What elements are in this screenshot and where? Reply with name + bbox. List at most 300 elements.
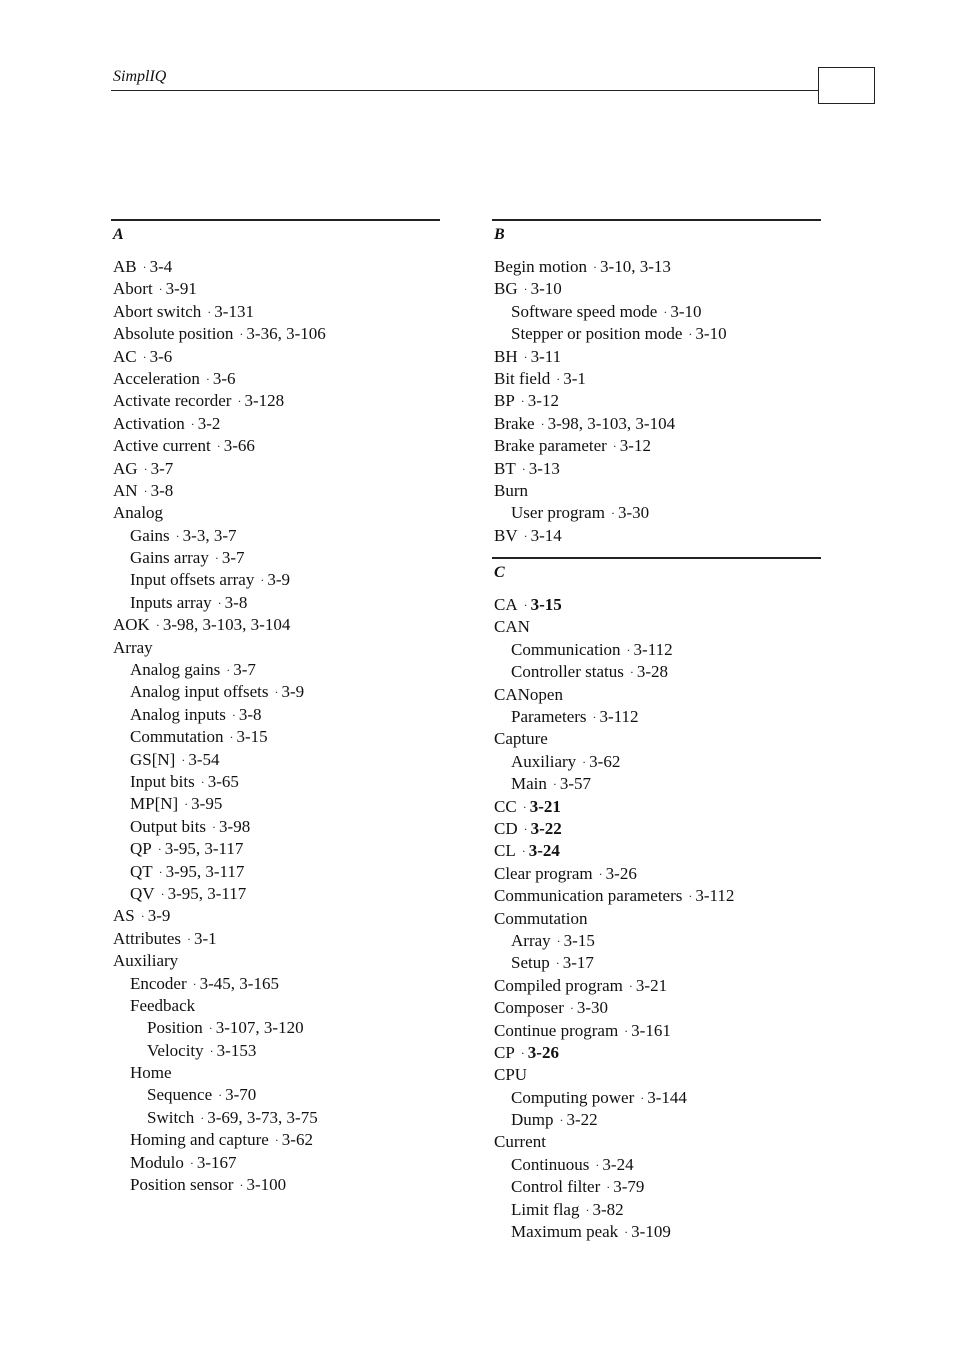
index-term: Dump [511,1110,554,1130]
index-separator: · [555,956,560,971]
index-page-ref: 3-2 [197,413,221,433]
index-separator: · [239,1178,244,1193]
index-term: Analog [113,503,164,523]
index-page-ref: 3-15 [563,930,595,950]
index-term: CP [494,1042,515,1062]
index-term: CANopen [494,684,563,704]
index-entry [492,616,821,638]
index-separator: · [582,754,587,769]
index-page-ref: 3-153 [216,1040,257,1060]
index-term: Attributes [113,928,181,948]
index-page-ref: 3-62 [281,1130,313,1150]
index-entry [492,1042,821,1064]
index-term: CL [494,841,516,861]
index-entry [111,749,440,771]
index-page-ref: 3-10 [530,279,562,299]
index-term: Commutation [494,908,588,928]
index-entry [111,905,440,927]
index-separator: · [140,909,145,924]
index-page-ref: 3-17 [562,953,594,973]
index-separator: · [585,1202,590,1217]
header-rule [111,90,819,91]
index-page-ref: 3-30 [576,998,609,1018]
index-term: Main [511,774,547,794]
index-term: Feedback [130,995,196,1015]
index-page-ref: 3-15 [530,595,562,615]
index-term: Velocity [147,1040,204,1060]
index-entry [111,256,440,278]
index-entry [492,480,821,502]
index-entry [492,323,821,345]
index-separator: · [688,327,693,342]
index-entry [111,726,440,748]
index-entry [492,706,821,728]
index-page-ref: 3-1 [194,928,217,948]
index-page-ref: 3-95, 3-117 [164,839,244,859]
index-page-ref: 3-9 [267,570,290,590]
index-page-ref: 3-98, 3-103, 3-104 [162,615,291,635]
index-page-ref: 3-10 [670,301,702,321]
index-page-ref: 3-6 [212,368,236,388]
index-term: Gains array [130,548,209,568]
index-separator: · [540,416,545,431]
index-term: Setup [511,953,550,973]
index-term: BG [494,279,518,299]
index-separator: · [612,439,617,454]
index-page-ref: 3-95 [191,794,223,814]
index-separator: · [200,774,205,789]
index-entry [111,883,440,905]
index-page-ref: 3-30 [617,503,650,523]
index-term: AC [113,346,137,366]
index-term: Limit flag [511,1199,580,1219]
index-term: Bit field [494,368,551,388]
index-page-ref: 3-100 [246,1175,287,1195]
index-page-ref: 3-112 [695,886,735,906]
index-entry [492,525,821,547]
index-entry [111,346,440,368]
index-page-ref: 3-66 [223,436,255,456]
index-separator: · [520,394,525,409]
index-entry [492,661,821,683]
index-separator: · [231,707,236,722]
index-page-ref: 3-10 [695,324,727,344]
index-term: BV [494,525,518,545]
index-term: BT [494,458,516,478]
index-page-ref: 3-109 [631,1222,671,1242]
index-separator: · [522,799,527,814]
index-separator: · [190,416,195,431]
index-page-ref: 3-21 [635,975,668,995]
index-separator: · [158,864,163,879]
index-page-ref: 3-26 [605,863,637,883]
index-separator: · [175,528,180,543]
index-term: Continuous [511,1154,590,1174]
index-separator: · [520,1045,525,1060]
index-term: GS[N] [130,749,176,769]
index-separator: · [569,1001,574,1016]
index-page-ref: 3-10, 3-13 [600,257,671,276]
index-entry [111,458,440,480]
index-entry [111,278,440,300]
index-term: BP [494,391,515,411]
index-term: BH [494,346,518,366]
index-separator: · [593,260,598,274]
index-term: Stepper or position mode [511,324,683,344]
section-letter: B [494,226,505,243]
index-entry [111,793,440,815]
index-separator: · [181,752,186,767]
index-entry [492,997,821,1019]
index-term: AOK [113,615,150,635]
index-separator: · [559,1113,564,1128]
index-page-ref: 3-36, 3-106 [246,324,326,344]
index-separator: · [556,933,561,948]
index-entry [492,594,821,616]
index-entry [492,952,821,974]
index-entry [111,838,440,860]
index-separator: · [155,618,160,633]
index-separator: · [629,665,634,680]
index-entry [492,346,821,368]
index-term: Position [147,1018,203,1038]
index-entry [111,659,440,681]
index-page-ref: 3-6 [149,346,173,366]
index-separator: · [598,866,603,881]
index-term: AN [113,480,138,500]
index-entry [492,684,821,706]
index-page-ref: 3-144 [647,1087,687,1107]
index-separator: · [143,483,148,498]
index-entry [111,816,440,838]
index-column-left [111,219,440,1196]
index-term: QT [130,861,153,881]
index-column-right [492,219,821,1243]
index-entry [492,301,821,323]
index-term: Auxiliary [113,951,179,971]
index-section [492,219,821,547]
index-entry [111,637,440,659]
index-entry [111,368,440,390]
index-term: CAN [494,617,530,637]
index-separator: · [640,1090,645,1105]
index-page-ref: 3-22 [566,1110,598,1130]
index-page-ref: 3-70 [225,1085,257,1105]
index-entry [492,1131,821,1153]
index-entry [111,1062,440,1084]
index-section [492,557,821,1243]
index-entry [492,1109,821,1131]
index-entry [111,592,440,614]
index-page-ref: 3-24 [602,1154,634,1174]
index-separator: · [521,844,526,859]
index-page-ref: 3-45, 3-165 [199,973,279,993]
index-separator: · [143,461,148,476]
index-page-ref: 3-128 [244,391,285,411]
index-term: Capture [494,729,548,749]
index-separator: · [624,1225,629,1240]
index-term: Absolute position [113,324,234,344]
index-term: Homing and capture [130,1130,269,1150]
index-page-ref: 3-95, 3-117 [167,883,247,903]
index-entry [492,1064,821,1086]
index-page-ref: 3-112 [599,707,639,727]
index-entry [111,1152,440,1174]
index-separator: · [192,976,197,991]
index-separator: · [207,304,212,319]
index-entry [492,256,821,278]
index-separator: · [552,777,557,792]
index-entry [111,1017,440,1039]
index-page-ref: 3-28 [636,662,669,682]
index-term: Compiled program [494,975,623,995]
index-entry [492,840,821,862]
index-page-ref: 3-26 [527,1042,559,1062]
index-separator: · [260,573,265,588]
index-entry [111,950,440,972]
index-entry [492,975,821,997]
index-separator: · [606,1180,611,1195]
index-entry [492,1176,821,1198]
index-separator: · [218,1088,223,1103]
index-term: Abort switch [113,301,202,321]
index-separator: · [142,349,147,364]
index-separator: · [595,1157,600,1172]
index-entry [492,458,821,480]
index-entry [111,704,440,726]
index-separator: · [212,819,217,834]
index-term: CA [494,595,518,615]
index-term: Modulo [130,1152,184,1172]
index-page-ref: 3-161 [631,1020,671,1040]
index-separator: · [160,886,165,901]
index-term: Analog input offsets [130,682,269,702]
index-entry [492,908,821,930]
index-page-ref: 3-91 [165,279,197,299]
index-page-ref: 3-7 [233,660,256,680]
index-term: Input bits [130,771,195,791]
page-header-title: SimplIQ [113,68,167,85]
section-letter: A [113,226,124,243]
index-entry [111,1084,440,1106]
index-page-ref: 3-4 [149,257,173,276]
index-page-ref: 3-7 [150,458,174,478]
index-separator: · [239,327,244,342]
index-entry [492,413,821,435]
index-page-ref: 3-9 [147,906,171,926]
index-page-ref: 3-107, 3-120 [215,1018,304,1038]
index-term: Position sensor [130,1175,234,1195]
index-page-ref: 3-3, 3-7 [182,525,237,545]
index-separator: · [624,1023,629,1038]
index-separator: · [237,394,242,409]
index-separator: · [189,1155,194,1170]
index-term: Abort [113,279,153,299]
index-term: AG [113,458,138,478]
index-entry [111,1129,440,1151]
index-separator: · [523,598,528,613]
index-entry [111,390,440,412]
index-term: Analog inputs [130,704,226,724]
index-page-ref: 3-167 [196,1152,237,1172]
index-page-ref: 3-98, 3-103, 3-104 [547,413,676,433]
index-separator: · [688,889,693,904]
index-entry [111,1107,440,1129]
index-term: CD [494,818,518,838]
index-page-ref: 3-54 [188,749,220,769]
index-entry [492,502,821,524]
index-term: Activation [113,413,185,433]
index-term: Acceleration [113,368,200,388]
index-entry [111,995,440,1017]
index-term: Maximum peak [511,1222,619,1242]
index-separator: · [216,439,221,454]
index-term: AS [113,906,135,926]
index-entry [111,928,440,950]
index-page-ref: 3-57 [559,774,592,794]
index-term: Brake parameter [494,436,607,456]
index-entry [111,480,440,502]
index-term: Analog gains [130,660,221,680]
index-term: Burn [494,480,528,500]
index-term: AB [113,257,137,276]
index-page-ref: 3-9 [281,682,305,702]
index-page-ref: 3-24 [528,841,560,861]
index-separator: · [610,506,615,521]
index-separator: · [229,730,234,745]
index-entry [111,681,440,703]
index-term: Commutation [130,727,224,747]
index-term: Controller status [511,662,624,682]
index-entry [492,435,821,457]
index-entry [492,1020,821,1042]
index-entry [492,1221,821,1243]
index-term: Software speed mode [511,301,658,321]
index-term: Brake [494,413,535,433]
index-page-ref: 3-65 [207,771,239,791]
index-separator: · [184,797,189,812]
index-page-ref: 3-21 [529,796,561,816]
index-separator: · [217,595,222,610]
index-separator: · [214,551,219,566]
index-entry [492,639,821,661]
index-separator: · [274,685,279,700]
index-page-ref: 3-95, 3-117 [165,861,245,881]
index-term: MP[N] [130,794,179,814]
index-term: Active current [113,436,211,456]
index-entry [111,413,440,435]
index-term: Auxiliary [511,751,577,771]
section-letter: C [494,564,505,582]
index-page-ref: 3-13 [528,458,560,478]
index-entry [111,771,440,793]
index-page-ref: 3-98 [219,816,251,836]
index-page-ref: 3-1 [563,368,586,388]
index-page-ref: 3-15 [236,727,268,747]
index-entry [111,547,440,569]
index-separator: · [142,260,147,274]
index-separator: · [205,371,210,386]
index-term: Composer [494,998,564,1018]
index-entry [111,569,440,591]
index-page-ref: 3-11 [530,346,562,366]
index-separator: · [523,282,528,297]
index-entry [111,502,440,524]
index-entry [492,278,821,300]
index-separator: · [523,528,528,543]
index-entry [492,930,821,952]
index-page-ref: 3-12 [619,436,651,456]
index-term: Array [511,930,551,950]
index-term: Gains [130,525,170,545]
index-term: Computing power [511,1087,635,1107]
index-separator: · [626,642,631,657]
index-term: Control filter [511,1177,601,1197]
index-term: Continue program [494,1020,619,1040]
page-number-box [818,67,875,104]
index-term: Parameters [511,707,587,727]
index-separator: · [157,842,162,857]
index-term: Clear program [494,863,593,883]
index-entry [111,323,440,345]
index-separator: · [226,663,231,678]
index-page-ref: 3-79 [613,1177,645,1197]
index-term: CC [494,796,517,816]
index-entry [111,1040,440,1062]
index-term: CPU [494,1065,528,1085]
index-term: Communication [511,639,621,659]
index-page-ref: 3-22 [530,818,562,838]
index-entry [492,1154,821,1176]
index-separator: · [521,461,526,476]
index-entry [492,818,821,840]
index-page-ref: 3-69, 3-73, 3-75 [207,1107,318,1127]
index-separator: · [556,371,561,386]
index-entry [492,390,821,412]
index-entry [111,301,440,323]
index-entry [492,773,821,795]
index-separator: · [274,1133,279,1148]
index-page-ref: 3-112 [633,639,673,659]
index-entry [111,973,440,995]
index-entry [492,796,821,818]
index-entry [111,614,440,636]
index-page-ref: 3-8 [238,704,262,724]
index-entry [111,435,440,457]
index-term: QV [130,883,155,903]
index-term: Begin motion [494,257,588,276]
index-term: Inputs array [130,592,212,612]
index-page-ref: 3-8 [224,592,248,612]
index-entry [111,861,440,883]
index-entry [492,368,821,390]
index-term: Input offsets array [130,570,255,590]
index-page-ref: 3-12 [527,391,559,411]
index-entry [111,1174,440,1196]
index-term: QP [130,839,152,859]
index-separator: · [209,1043,214,1058]
index-page-ref: 3-8 [150,480,174,500]
index-term: Communication parameters [494,886,683,906]
index-page-ref: 3-62 [589,751,621,771]
index-separator: · [158,282,163,297]
index-term: Output bits [130,816,207,836]
index-page-ref: 3-131 [214,301,254,321]
index-term: Array [113,637,153,657]
index-entry [492,1199,821,1221]
index-page-ref: 3-82 [592,1199,624,1219]
index-entry [492,728,821,750]
